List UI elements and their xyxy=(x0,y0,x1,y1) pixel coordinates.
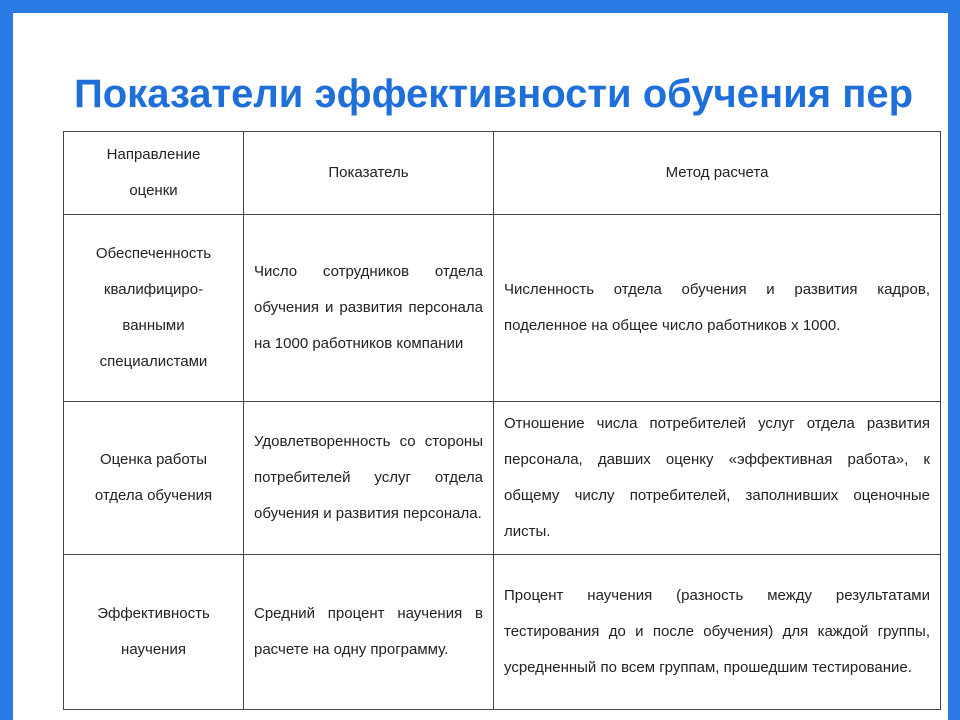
header-method: Метод расчета xyxy=(494,132,941,215)
header-indicator: Показатель xyxy=(244,132,494,215)
cell-method: Численность отдела обучения и развития кадров, поделенное на общее число работников х 1000. xyxy=(494,215,941,402)
table-row xyxy=(64,555,941,710)
cell-indicator: Удовлетворенность со стороны потребителей услуг отдела обучения и развития персонала. xyxy=(244,402,494,555)
cell-direction: Эффективность научения xyxy=(64,555,244,710)
cell-direction: Оценка работы отдела обучения xyxy=(64,402,244,555)
table-header-row xyxy=(64,132,941,215)
header-direction: Направление оценки xyxy=(64,132,244,215)
cell-direction: Обеспеченность квалифициро-ванными специалистами xyxy=(64,215,244,402)
table-row xyxy=(64,402,941,555)
cell-indicator: Средний процент научения в расчете на одну программу. xyxy=(244,555,494,710)
slide xyxy=(13,13,948,720)
cell-indicator: Число сотрудников отдела обучения и развития персонала на 1000 работников компании xyxy=(244,215,494,402)
cell-method: Отношение числа потребителей услуг отдела развития персонала, давших оценку «эффективная работа», к общему числу потребителей, заполнивших оценочные листы. xyxy=(494,402,941,555)
slide-title: Показатели эффективности обучения пер xyxy=(74,72,914,116)
effectiveness-table xyxy=(63,131,941,710)
cell-method: Процент научения (разность между результатами тестирования до и после обучения) для каждой группы, усредненный по всем группам, прошедшим тестирование. xyxy=(494,555,941,710)
table-row xyxy=(64,215,941,402)
